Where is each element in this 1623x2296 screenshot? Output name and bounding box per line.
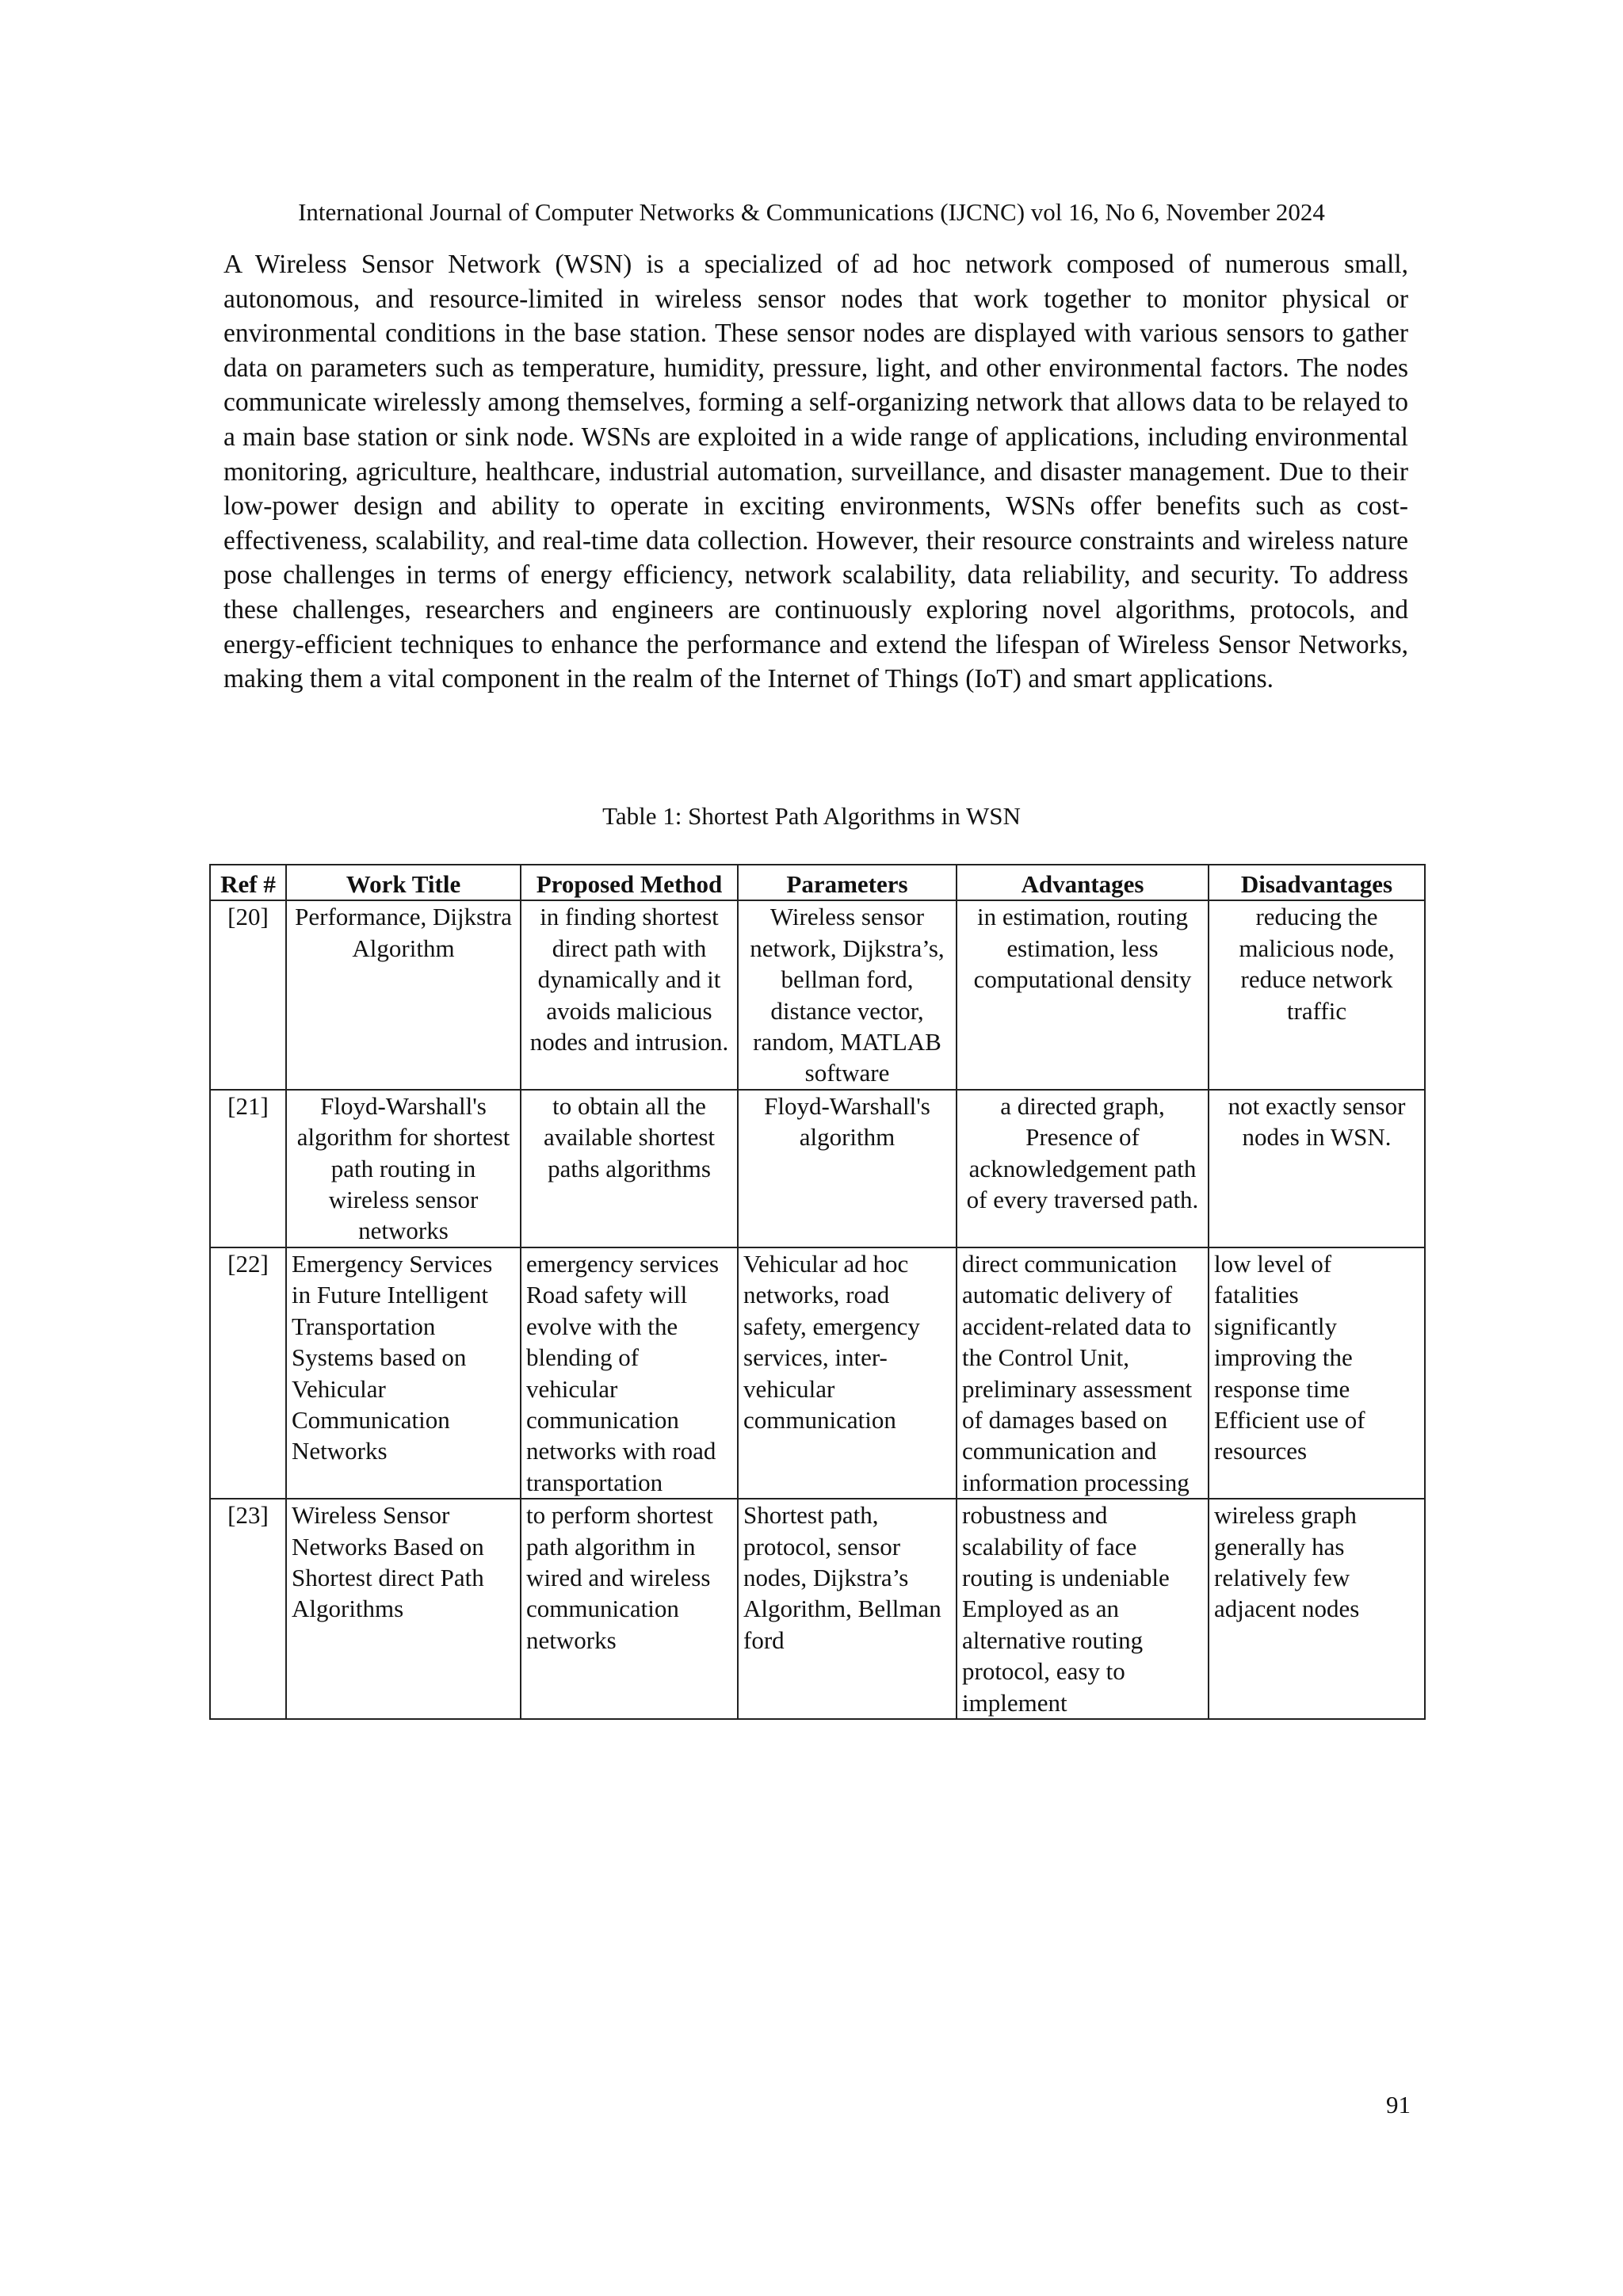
cell-work-title: Emergency Services in Future Intelligent Transportation Systems based on Vehicular Communication Networks <box>286 1247 521 1499</box>
cell-ref: [23] <box>210 1499 286 1719</box>
cell-advantages: a directed graph, Presence of acknowledgement path of every traversed path. <box>957 1090 1209 1247</box>
table-row <box>210 900 1425 1089</box>
header-proposed-method: Proposed Method <box>521 865 738 900</box>
cell-disadvantages: not exactly sensor nodes in WSN. <box>1209 1090 1425 1247</box>
table-row <box>210 1247 1425 1499</box>
cell-parameters: Floyd-Warshall's algorithm <box>738 1090 957 1247</box>
header-disadvantages: Disadvantages <box>1209 865 1425 900</box>
page-number: 91 <box>1386 2091 1411 2118</box>
cell-advantages: robustness and scalability of face routing is undeniable Employed as an alternative routing protocol, easy to implement <box>957 1499 1209 1719</box>
cell-parameters: Wireless sensor network, Dijkstra’s, bellman ford, distance vector, random, MATLAB software <box>738 900 957 1089</box>
cell-work-title: Performance, Dijkstra Algorithm <box>286 900 521 1089</box>
cell-ref: [22] <box>210 1247 286 1499</box>
cell-parameters: Shortest path, protocol, sensor nodes, Dijkstra’s Algorithm, Bellman ford <box>738 1499 957 1719</box>
header-parameters: Parameters <box>738 865 957 900</box>
cell-disadvantages: low level of fatalities significantly improving the response time Efficient use of resources <box>1209 1247 1425 1499</box>
table-header-row <box>210 865 1425 900</box>
header-work-title: Work Title <box>286 865 521 900</box>
cell-ref: [20] <box>210 900 286 1089</box>
body-paragraph: A Wireless Sensor Network (WSN) is a specialized of ad hoc network composed of numerous small, autonomous, and resource-limited in wireless sensor nodes that work together to monitor physical or environmental conditions in the base station. These sensor nodes are displayed with various sensors to gather data on parameters such as temperature, humidity, pressure, light, and other environmental factors. The nodes communicate wirelessly among themselves, forming a self-organizing network that allows data to be relayed to a main base station or sink node. WSNs are exploited in a wide range of applications, including environmental monitoring, agriculture, healthcare, industrial automation, surveillance, and disaster management. Due to their low-power design and ability to operate in exciting environments, WSNs offer benefits such as cost-effectiveness, scalability, and real-time data collection. However, their resource constraints and wireless nature pose challenges in terms of energy efficiency, network scalability, data reliability, and security. To address these challenges, researchers and engineers are continuously exploring novel algorithms, protocols, and energy-efficient techniques to enhance the performance and extend the lifespan of Wireless Sensor Networks, making them a vital component in the realm of the Internet of Things (IoT) and smart applications. <box>223 250 1408 694</box>
cell-advantages: in estimation, routing estimation, less computational density <box>957 900 1209 1089</box>
header-advantages: Advantages <box>957 865 1209 900</box>
cell-proposed-method: to obtain all the available shortest paths algorithms <box>521 1090 738 1247</box>
cell-proposed-method: to perform shortest path algorithm in wired and wireless communication networks <box>521 1499 738 1719</box>
table-row <box>210 1499 1425 1719</box>
cell-proposed-method: in finding shortest direct path with dynamically and it avoids malicious nodes and intrusion. <box>521 900 738 1089</box>
table-row <box>210 1090 1425 1247</box>
cell-disadvantages: reducing the malicious node, reduce network traffic <box>1209 900 1425 1089</box>
cell-proposed-method: emergency services Road safety will evolve with the blending of vehicular communication networks with road transportation <box>521 1247 738 1499</box>
cell-parameters: Vehicular ad hoc networks, road safety, emergency services, inter-vehicular communication <box>738 1247 957 1499</box>
header-ref: Ref # <box>210 865 286 900</box>
cell-advantages: direct communication automatic delivery of accident-related data to the Control Unit, preliminary assessment of damages based on communication and information processing <box>957 1247 1209 1499</box>
cell-disadvantages: wireless graph generally has relatively few adjacent nodes <box>1209 1499 1425 1719</box>
cell-work-title: Floyd-Warshall's algorithm for shortest path routing in wireless sensor networks <box>286 1090 521 1247</box>
cell-ref: [21] <box>210 1090 286 1247</box>
table-caption: Table 1: Shortest Path Algorithms in WSN <box>602 802 1021 830</box>
shortest-path-table <box>209 864 1426 1720</box>
journal-header: International Journal of Computer Networks & Communications (IJCNC) vol 16, No 6, November 2024 <box>298 198 1325 226</box>
cell-work-title: Wireless Sensor Networks Based on Shortest direct Path Algorithms <box>286 1499 521 1719</box>
